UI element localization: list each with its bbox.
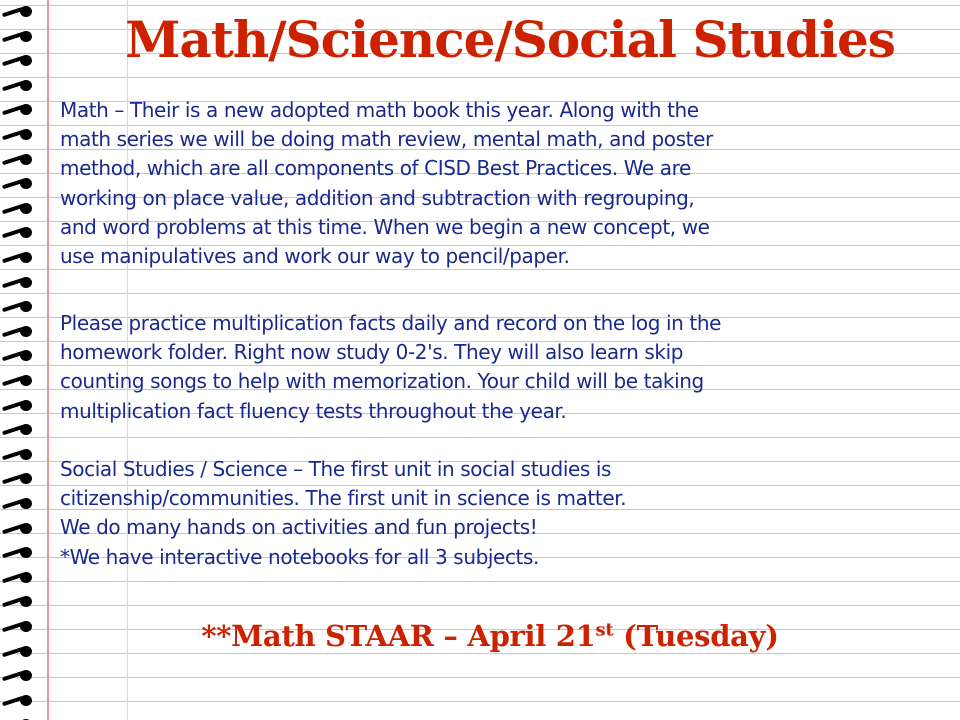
paragraph-line: multiplication fact fluency tests throughout the year.: [60, 398, 567, 423]
binding-hole: [20, 350, 32, 361]
binding-hole: [20, 547, 32, 558]
paragraph-line: working on place value, addition and subtraction with regrouping,: [60, 185, 695, 210]
paragraph-line: We do many hands on activities and fun projects!: [60, 515, 538, 540]
binding-ring: [0, 223, 38, 243]
binding-hole: [20, 695, 32, 706]
binding-hole: [20, 252, 32, 263]
footer-text: **Math STAAR – April 21: [201, 619, 596, 653]
binding-ring: [0, 642, 38, 662]
binding-hole: [20, 670, 32, 681]
binding-hole: [20, 523, 32, 534]
binding-hole: [20, 277, 32, 288]
binding-hole: [20, 203, 32, 214]
binding-ring: [0, 346, 38, 366]
multiplication-paragraph: [60, 309, 940, 426]
binding-hole: [20, 596, 32, 607]
math-paragraph: [60, 96, 940, 271]
binding-hole: [20, 473, 32, 484]
binding-ring: [0, 27, 38, 47]
binding-ring: [0, 445, 38, 465]
binding-ring: [0, 519, 38, 539]
paragraph-line: and word problems at this time. When we begin a new concept, we: [60, 214, 710, 239]
binding-ring: [0, 592, 38, 612]
binding-hole: [20, 104, 32, 115]
binding-hole: [20, 154, 32, 165]
footer-ordinal-suffix: st: [595, 619, 614, 641]
binding-hole: [20, 227, 32, 238]
social-studies-science-paragraph: [60, 455, 940, 572]
binding-ring: [0, 297, 38, 317]
binding-ring: [0, 396, 38, 416]
binding-ring: [0, 150, 38, 170]
binding-ring: [0, 469, 38, 489]
slide-title: Math/Science/Social Studies: [125, 10, 895, 69]
binding-hole: [20, 400, 32, 411]
binding-ring: [0, 322, 38, 342]
binding-ring: [0, 617, 38, 637]
binding-hole: [20, 424, 32, 435]
binding-hole: [20, 178, 32, 189]
binding-hole: [20, 621, 32, 632]
binding-hole: [20, 80, 32, 91]
binding-ring: [0, 248, 38, 268]
binding-ring: [0, 174, 38, 194]
footer-text-end: (Tuesday): [613, 619, 779, 653]
binding-ring: [0, 666, 38, 686]
staar-date-footer: [60, 614, 920, 658]
binding-ring: [0, 51, 38, 71]
binding-hole: [20, 31, 32, 42]
binding-hole: [20, 55, 32, 66]
binding-ring: [0, 371, 38, 391]
binding-ring: [0, 199, 38, 219]
binding-ring: [0, 494, 38, 514]
margin-line: [47, 0, 49, 720]
binding-ring: [0, 273, 38, 293]
paragraph-line: citizenship/communities. The first unit in science is matter.: [60, 486, 627, 511]
paragraph-line: method, which are all components of CISD Best Practices. We are: [60, 156, 691, 181]
paragraph-line: Social Studies / Science – The first unit in social studies is: [60, 457, 612, 481]
binding-ring: [0, 100, 38, 120]
binding-hole: [20, 301, 32, 312]
binding-ring: [0, 715, 38, 720]
paragraph-line: use manipulatives and work our way to pencil/paper.: [60, 244, 570, 269]
binding-hole: [20, 646, 32, 657]
binding-ring: [0, 691, 38, 711]
binding-hole: [20, 572, 32, 583]
binding-hole: [20, 375, 32, 386]
binding-ring: [0, 420, 38, 440]
paragraph-line: homework folder. Right now study 0-2's. They will also learn skip: [60, 340, 684, 365]
binding-hole: [20, 6, 32, 17]
paragraph-line: Please practice multiplication facts daily and record on the log in the: [60, 311, 722, 335]
paragraph-line: *We have interactive notebooks for all 3 subjects.: [60, 544, 539, 569]
binding-ring: [0, 125, 38, 145]
binding-ring: [0, 2, 38, 22]
paragraph-line: math series we will be doing math review, mental math, and poster: [60, 127, 713, 152]
paragraph-line: counting songs to help with memorization. Your child will be taking: [60, 369, 704, 394]
binding-hole: [20, 326, 32, 337]
binding-ring: [0, 76, 38, 96]
binding-ring: [0, 543, 38, 563]
spiral-binding: [0, 0, 38, 720]
binding-hole: [20, 449, 32, 460]
binding-hole: [20, 129, 32, 140]
paragraph-line: Math – Their is a new adopted math book this year. Along with the: [60, 98, 699, 122]
binding-ring: [0, 568, 38, 588]
binding-hole: [20, 498, 32, 509]
